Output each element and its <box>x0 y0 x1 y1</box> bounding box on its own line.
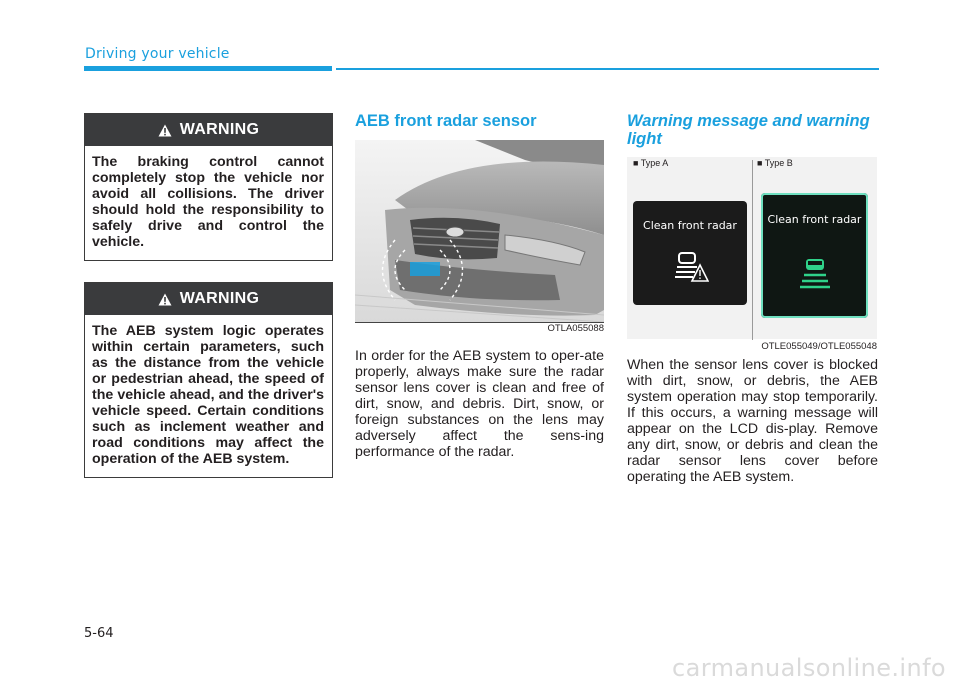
warning-title: WARNING <box>179 290 260 307</box>
lcd-divider <box>752 160 753 340</box>
type-a-label: ■ Type A <box>633 158 669 168</box>
warning-text: The AEB system logic operates within certain parameters, such as the distance from the vehicle or pedestrian ahead, the speed of the vehicle ahead, and the driver's vehicle speed. Certain conditions such as inclement weather and road conditions may affect the operation of the AEB system. <box>92 323 324 467</box>
lcd-caption: OTLE055049/OTLE055048 <box>761 341 877 352</box>
lcd-message-text: Clean front radar <box>767 213 862 226</box>
photo-caption: OTLA055088 <box>547 323 604 334</box>
lcd-message-text: Clean front radar <box>643 219 737 232</box>
warning-triangle-icon <box>158 293 172 306</box>
warning-box-2 <box>84 282 333 478</box>
radar-car-icon <box>797 257 833 293</box>
section-title: Driving your vehicle <box>85 46 230 62</box>
warning-text: The braking control cannot completely stop the vehicle nor avoid all collisions. The driver should hold the responsibility to safely drive and control the vehicle. <box>92 154 324 250</box>
radar-warning-icon <box>673 249 709 285</box>
page-number: 5-64 <box>84 626 114 641</box>
warning-header <box>85 283 332 315</box>
lcd-screen-type-b <box>761 193 868 318</box>
watermark: carmanualsonline.info <box>672 654 946 682</box>
header-rule-thin <box>336 68 879 70</box>
warning-box-1 <box>84 113 333 261</box>
aeb-radar-paragraph: In order for the AEB system to oper-ate properly, always make sure the radar sensor lens cover is clean and free of dirt, snow, and debris. Dirt, snow, or foreign substances on the lens may adversely affect the sens-ing performance of the radar. <box>355 348 604 460</box>
warning-message-heading: Warning message and warning light <box>627 112 870 148</box>
aeb-radar-heading: AEB front radar sensor <box>355 112 537 130</box>
warning-message-paragraph: When the sensor lens cover is blocked with dirt, snow, or debris, the AEB system operation may stop temporarily. If this occurs, a warning message will appear on the LCD dis-play. Remove any dirt, snow, or debris and clean the radar sensor lens cover before operating the AEB system. <box>627 357 878 485</box>
lcd-screen-type-a <box>633 201 747 305</box>
warning-triangle-icon <box>158 124 172 137</box>
warning-title: WARNING <box>179 121 260 138</box>
car-front-radar-photo <box>355 140 604 322</box>
warning-header <box>85 114 332 146</box>
type-b-label: ■ Type B <box>757 158 793 168</box>
header-rule-thick <box>84 66 332 71</box>
